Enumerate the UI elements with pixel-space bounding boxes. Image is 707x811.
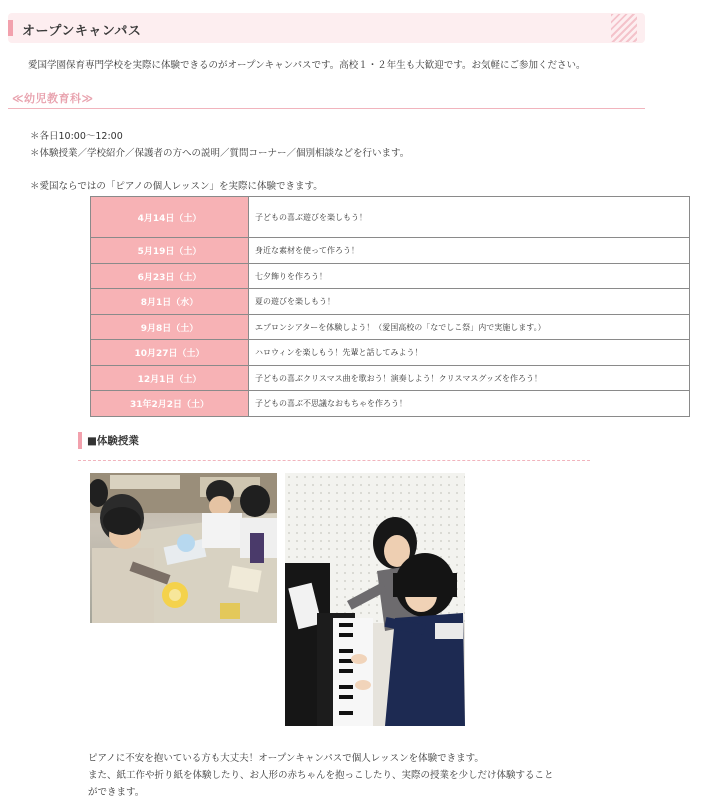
department-divider: [8, 108, 645, 109]
page-title: オープンキャンパス: [22, 24, 142, 39]
header-stripe-decoration: [611, 14, 637, 42]
info-line-piano: ＊愛国ならではの「ピアノの個人レッスン」を実際に体験できます。: [30, 181, 323, 192]
department-title: ≪幼児教育科≫: [12, 92, 94, 105]
schedule-date: 4月14日（土）: [91, 197, 249, 238]
schedule-date: 10月27日（土）: [91, 340, 249, 366]
section-accent-bar: [78, 432, 82, 449]
closing-line-1: ピアノに不安を抱いている方も大丈夫！オープンキャンパスで個人レッスンを体験できます。: [88, 753, 484, 764]
craft-class-photo: [90, 473, 277, 623]
schedule-row: [91, 315, 690, 340]
craft-class-illustration: [90, 473, 277, 623]
section-heading: [78, 432, 590, 462]
schedule-row: [91, 238, 690, 264]
schedule-row: [91, 264, 690, 289]
schedule-row: [91, 366, 690, 391]
schedule-row: [91, 391, 690, 417]
closing-line-2: また、紙工作や折り紙を体験したり、お人形の赤ちゃんを抱っこしたり、実際の授業を少しだけ体験すること: [88, 770, 554, 781]
schedule-date: 6月23日（土）: [91, 264, 249, 289]
page-header: [8, 13, 645, 43]
schedule-description: 子どもの喜ぶクリスマス曲を歌おう！演奏しよう！クリスマスグッズを作ろう！: [249, 366, 690, 391]
header-accent-bar: [8, 20, 13, 36]
schedule-description: 七夕飾りを作ろう！: [249, 264, 690, 289]
schedule-row: [91, 340, 690, 366]
schedule-table: [90, 196, 690, 417]
piano-lesson-photo: [285, 473, 465, 726]
schedule-date: 8月1日（水）: [91, 289, 249, 315]
intro-text: 愛国学園保育専門学校を実際に体験できるのがオープンキャンパスです。高校１・２年生も大歓迎です。お気軽にご参加ください。: [28, 60, 586, 71]
schedule-date: 31年2月2日（土）: [91, 391, 249, 417]
piano-lesson-illustration: [285, 473, 465, 726]
schedule-description: エプロンシアターを体験しよう！（愛国高校の「なでしこ祭」内で実施します。）: [249, 315, 690, 340]
schedule-date: 9月8日（土）: [91, 315, 249, 340]
schedule-description: 子どもの喜ぶ遊びを楽しもう！: [249, 197, 690, 238]
info-line-activities: ＊体験授業／学校紹介／保護者の方への説明／質問コーナー／個別相談などを行います。: [30, 148, 410, 159]
schedule-row: [91, 289, 690, 315]
schedule-description: ハロウィンを楽しもう！先輩と話してみよう！: [249, 340, 690, 366]
section-title: ■体験授業: [87, 435, 139, 447]
schedule-description: 身近な素材を使って作ろう！: [249, 238, 690, 264]
schedule-date: 5月19日（土）: [91, 238, 249, 264]
closing-line-3: ができます。: [88, 787, 145, 798]
schedule-date: 12月1日（土）: [91, 366, 249, 391]
schedule-row: [91, 197, 690, 238]
info-line-hours: ＊各日10:00〜12:00: [30, 131, 123, 142]
schedule-description: 子どもの喜ぶ不思議なおもちゃを作ろう！: [249, 391, 690, 417]
schedule-description: 夏の遊びを楽しもう！: [249, 289, 690, 315]
section-dotted-divider: [78, 460, 590, 461]
